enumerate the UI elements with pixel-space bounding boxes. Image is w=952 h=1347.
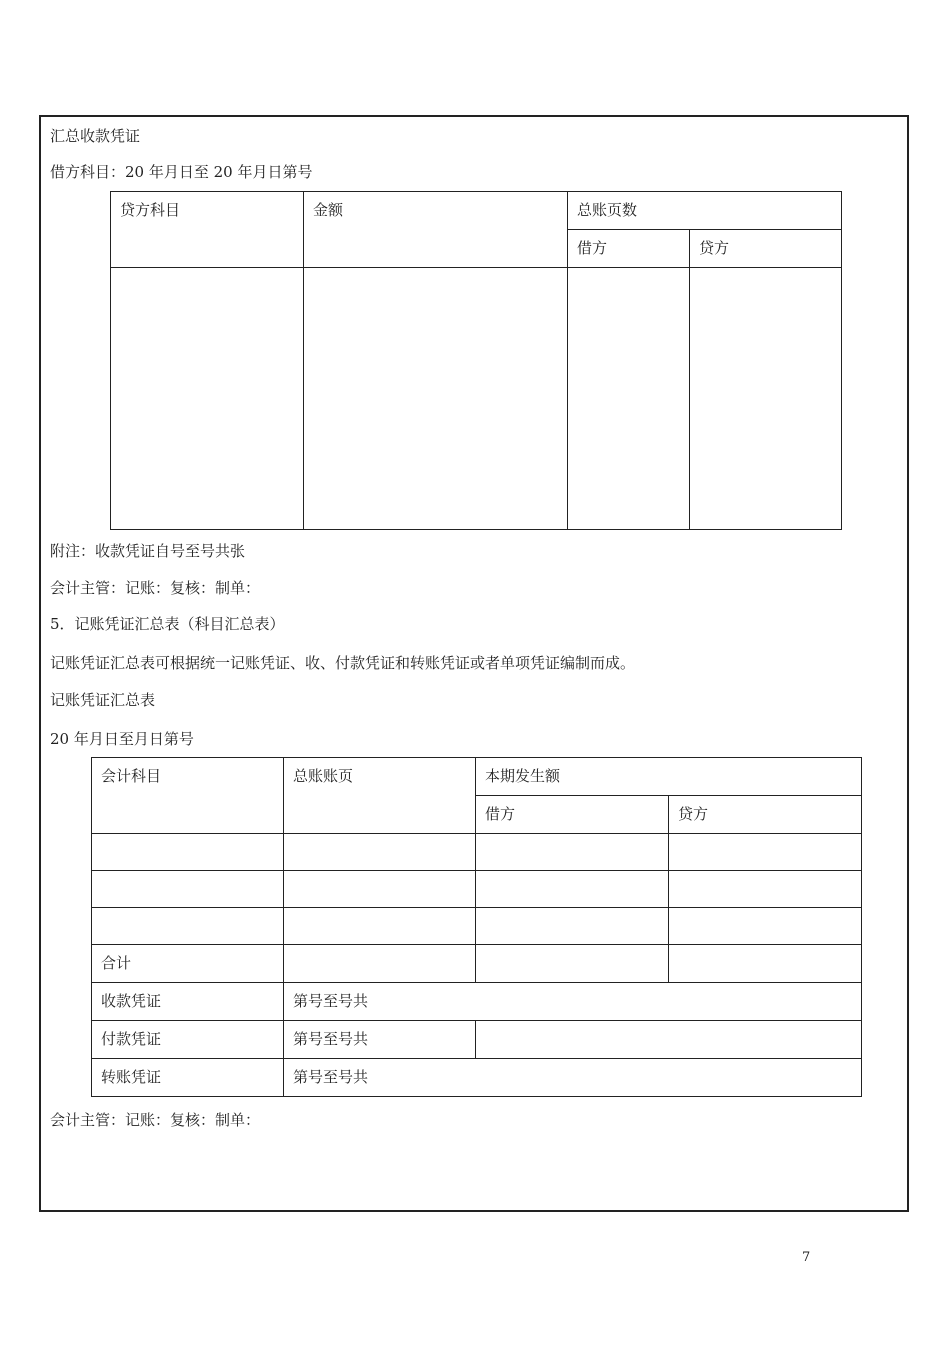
header-credit-subject: 贷方科目 (111, 192, 304, 268)
table-cell (284, 834, 476, 871)
table-cell (669, 945, 862, 983)
table-header-row (92, 758, 862, 796)
voucher-summary-table (91, 757, 862, 1097)
table-cell (92, 908, 284, 945)
payment-voucher-row (92, 1021, 862, 1059)
table-cell (669, 871, 862, 908)
table-cell (568, 268, 690, 530)
total-label: 合计 (92, 945, 284, 983)
section1-signatures: 会计主管：记账：复核：制单： (50, 579, 261, 597)
header-account-subject: 会计科目 (92, 758, 284, 834)
section2-signatures: 会计主管：记账：复核：制单： (50, 1111, 261, 1129)
voucher-label: 收款凭证 (92, 983, 284, 1021)
table-row (92, 834, 862, 871)
header-credit: 贷方 (690, 230, 842, 268)
table-cell (669, 908, 862, 945)
voucher-range: 第号至号共 (284, 1021, 476, 1059)
receipt-summary-table (110, 191, 842, 530)
section2-description: 记账凭证汇总表可根据统一记账凭证、收、付款凭证和转账凭证或者单项凭证编制而成。 (50, 654, 636, 672)
table-row (92, 871, 862, 908)
table-cell (284, 871, 476, 908)
section2-table-title: 记账凭证汇总表 (50, 691, 156, 709)
page-number: 7 (802, 1250, 811, 1265)
table-cell (476, 871, 669, 908)
header-credit: 贷方 (669, 796, 862, 834)
table-cell (92, 834, 284, 871)
table-row (92, 908, 862, 945)
total-row (92, 945, 862, 983)
table-cell (92, 871, 284, 908)
table-header-row (111, 192, 842, 230)
table-cell (476, 908, 669, 945)
section2-heading: 5．记账凭证汇总表（科目汇总表） (50, 615, 285, 633)
header-debit: 借方 (568, 230, 690, 268)
header-current-amount: 本期发生额 (476, 758, 862, 796)
table-cell (284, 908, 476, 945)
table-cell (690, 268, 842, 530)
receipt-voucher-row (92, 983, 862, 1021)
section1-subtitle: 借方科目：20 年月日至 20 年月日第号 (50, 163, 313, 181)
voucher-range: 第号至号共 (284, 983, 862, 1021)
table-cell (476, 834, 669, 871)
header-debit: 借方 (476, 796, 669, 834)
table-cell (669, 834, 862, 871)
section2-date-line: 20 年月日至月日第号 (50, 730, 194, 748)
section1-title: 汇总收款凭证 (50, 127, 141, 145)
table-body-row (111, 268, 842, 530)
voucher-label: 转账凭证 (92, 1059, 284, 1097)
transfer-voucher-row (92, 1059, 862, 1097)
voucher-label: 付款凭证 (92, 1021, 284, 1059)
header-ledger-page: 总账账页 (284, 758, 476, 834)
table-cell (476, 945, 669, 983)
voucher-range: 第号至号共 (284, 1059, 862, 1097)
header-amount: 金额 (304, 192, 568, 268)
table-cell (304, 268, 568, 530)
section1-note: 附注：收款凭证自号至号共张 (50, 542, 246, 560)
header-ledger-pages: 总账页数 (568, 192, 842, 230)
table-cell (111, 268, 304, 530)
table-cell (284, 945, 476, 983)
table-cell (476, 1021, 862, 1059)
